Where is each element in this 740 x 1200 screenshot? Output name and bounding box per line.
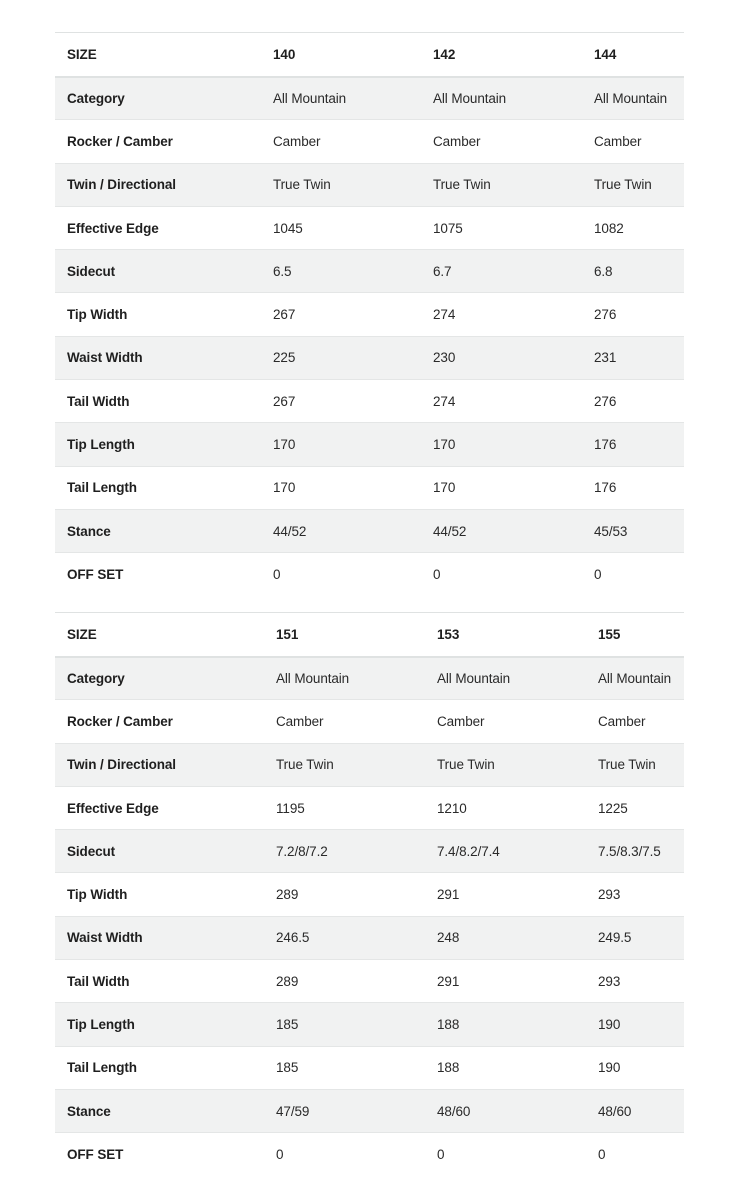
table-row [55, 380, 684, 423]
spec-value-cell: 1045 [273, 220, 303, 236]
spec-value-cell: 293 [598, 887, 621, 903]
spec-value-cell: 190 [598, 1060, 621, 1076]
spec-value-cell: 225 [273, 350, 296, 366]
spec-value-cell: True Twin [437, 757, 495, 773]
row-label: Twin / Directional [67, 757, 176, 773]
spec-table-small-sizes [55, 32, 684, 596]
spec-value-cell: Camber [273, 133, 321, 149]
table-row [55, 77, 684, 120]
table-row [55, 1089, 684, 1132]
row-label: OFF SET [67, 567, 124, 583]
table-header-row [55, 613, 684, 657]
spec-value-cell: All Mountain [273, 90, 347, 106]
table-row [55, 293, 684, 336]
spec-value-cell: 276 [594, 307, 617, 323]
spec-value-cell: 170 [433, 437, 456, 453]
table-header-row [55, 33, 684, 77]
spec-value-cell: All Mountain [594, 90, 668, 106]
row-label: Tip Width [67, 307, 128, 323]
size-header-cell: 151 [276, 626, 299, 642]
spec-value-cell: 1075 [433, 220, 463, 236]
row-label: Effective Edge [67, 800, 159, 816]
row-label: OFF SET [67, 1147, 124, 1163]
spec-value-cell: True Twin [433, 177, 491, 193]
spec-value-cell: All Mountain [598, 670, 672, 686]
spec-value-cell: 0 [598, 1147, 606, 1163]
spec-value-cell: 1225 [598, 800, 628, 816]
spec-value-cell: 248 [437, 930, 460, 946]
spec-value-cell: 185 [276, 1017, 299, 1033]
spec-table-large-sizes [55, 612, 684, 1176]
spec-value-cell: Camber [598, 713, 646, 729]
spec-value-cell: 230 [433, 350, 456, 366]
spec-value-cell: 267 [273, 307, 296, 323]
row-label: Category [67, 90, 125, 106]
spec-value-cell: 0 [594, 567, 602, 583]
spec-value-cell: 276 [594, 393, 617, 409]
spec-value-cell: 6.7 [433, 263, 452, 279]
spec-value-cell: 231 [594, 350, 617, 366]
row-label: Waist Width [67, 930, 143, 946]
table-row [55, 700, 684, 743]
spec-value-cell: 7.4/8.2/7.4 [437, 843, 500, 859]
spec-value-cell: All Mountain [276, 670, 350, 686]
spec-value-cell: 0 [437, 1147, 445, 1163]
spec-value-cell: All Mountain [433, 90, 507, 106]
spec-value-cell: 0 [433, 567, 441, 583]
size-header-cell: 155 [598, 626, 621, 642]
spec-value-cell: 1210 [437, 800, 467, 816]
row-label: Tip Length [67, 437, 135, 453]
spec-value-cell: 289 [276, 973, 299, 989]
spec-value-cell: 274 [433, 393, 456, 409]
spec-value-cell: 291 [437, 973, 460, 989]
table-row [55, 657, 684, 700]
table-row [55, 120, 684, 163]
spec-value-cell: 6.8 [594, 263, 613, 279]
size-header-cell: 142 [433, 46, 456, 62]
spec-value-cell: 185 [276, 1060, 299, 1076]
spec-value-cell: Camber [437, 713, 485, 729]
table-row [55, 873, 684, 916]
spec-value-cell: 274 [433, 307, 456, 323]
size-header-cell: 153 [437, 626, 460, 642]
spec-value-cell: 188 [437, 1060, 460, 1076]
row-label: Tip Width [67, 887, 128, 903]
table-row [55, 509, 684, 552]
row-label: Rocker / Camber [67, 133, 173, 149]
spec-value-cell: 293 [598, 973, 621, 989]
table-row [55, 553, 684, 596]
row-label: Tail Width [67, 973, 130, 989]
spec-value-cell: 44/52 [433, 523, 467, 539]
spec-value-cell: 267 [273, 393, 296, 409]
spec-value-cell: 7.2/8/7.2 [276, 843, 328, 859]
table-row [55, 1133, 684, 1176]
spec-value-cell: 289 [276, 887, 299, 903]
spec-value-cell: True Twin [276, 757, 334, 773]
table-row [55, 743, 684, 786]
spec-value-cell: 170 [273, 480, 296, 496]
table-row [55, 1003, 684, 1046]
spec-value-cell: 48/60 [437, 1103, 471, 1119]
table-row [55, 1046, 684, 1089]
spec-value-cell: 249.5 [598, 930, 632, 946]
spec-value-cell: 190 [598, 1017, 621, 1033]
table-row [55, 206, 684, 249]
size-header-cell: 144 [594, 46, 617, 62]
table-row [55, 423, 684, 466]
table-row [55, 250, 684, 293]
header-label: SIZE [67, 46, 97, 62]
row-label: Effective Edge [67, 220, 159, 236]
row-label: Stance [67, 523, 111, 539]
spec-value-cell: 7.5/8.3/7.5 [598, 843, 661, 859]
spec-value-cell: True Twin [598, 757, 656, 773]
row-label: Tip Length [67, 1017, 135, 1033]
spec-value-cell: True Twin [273, 177, 331, 193]
table-row [55, 916, 684, 959]
spec-value-cell: 1082 [594, 220, 624, 236]
row-label: Tail Length [67, 480, 137, 496]
row-label: Tail Width [67, 393, 130, 409]
spec-value-cell: 170 [273, 437, 296, 453]
row-label: Waist Width [67, 350, 143, 366]
spec-value-cell: 246.5 [276, 930, 310, 946]
table-row [55, 336, 684, 379]
table-row [55, 830, 684, 873]
spec-value-cell: 176 [594, 437, 617, 453]
spec-value-cell: 291 [437, 887, 460, 903]
row-label: Tail Length [67, 1060, 137, 1076]
row-label: Twin / Directional [67, 177, 176, 193]
spec-value-cell: 188 [437, 1017, 460, 1033]
spec-value-cell: 176 [594, 480, 617, 496]
spec-value-cell: 6.5 [273, 263, 292, 279]
spec-value-cell: All Mountain [437, 670, 511, 686]
header-label: SIZE [67, 626, 97, 642]
row-label: Sidecut [67, 843, 116, 859]
spec-value-cell: True Twin [594, 177, 652, 193]
table-row [55, 163, 684, 206]
spec-value-cell: Camber [594, 133, 642, 149]
spec-value-cell: 48/60 [598, 1103, 632, 1119]
row-label: Stance [67, 1103, 111, 1119]
table-row [55, 960, 684, 1003]
row-label: Sidecut [67, 263, 116, 279]
size-header-cell: 140 [273, 46, 296, 62]
spec-value-cell: Camber [433, 133, 481, 149]
row-label: Category [67, 670, 125, 686]
table-row [55, 466, 684, 509]
spec-value-cell: Camber [276, 713, 324, 729]
spec-value-cell: 0 [276, 1147, 284, 1163]
table-row [55, 786, 684, 829]
spec-value-cell: 45/53 [594, 523, 628, 539]
spec-value-cell: 1195 [276, 800, 305, 816]
spec-value-cell: 0 [273, 567, 281, 583]
spec-value-cell: 47/59 [276, 1103, 310, 1119]
spec-value-cell: 170 [433, 480, 456, 496]
row-label: Rocker / Camber [67, 713, 173, 729]
spec-value-cell: 44/52 [273, 523, 307, 539]
